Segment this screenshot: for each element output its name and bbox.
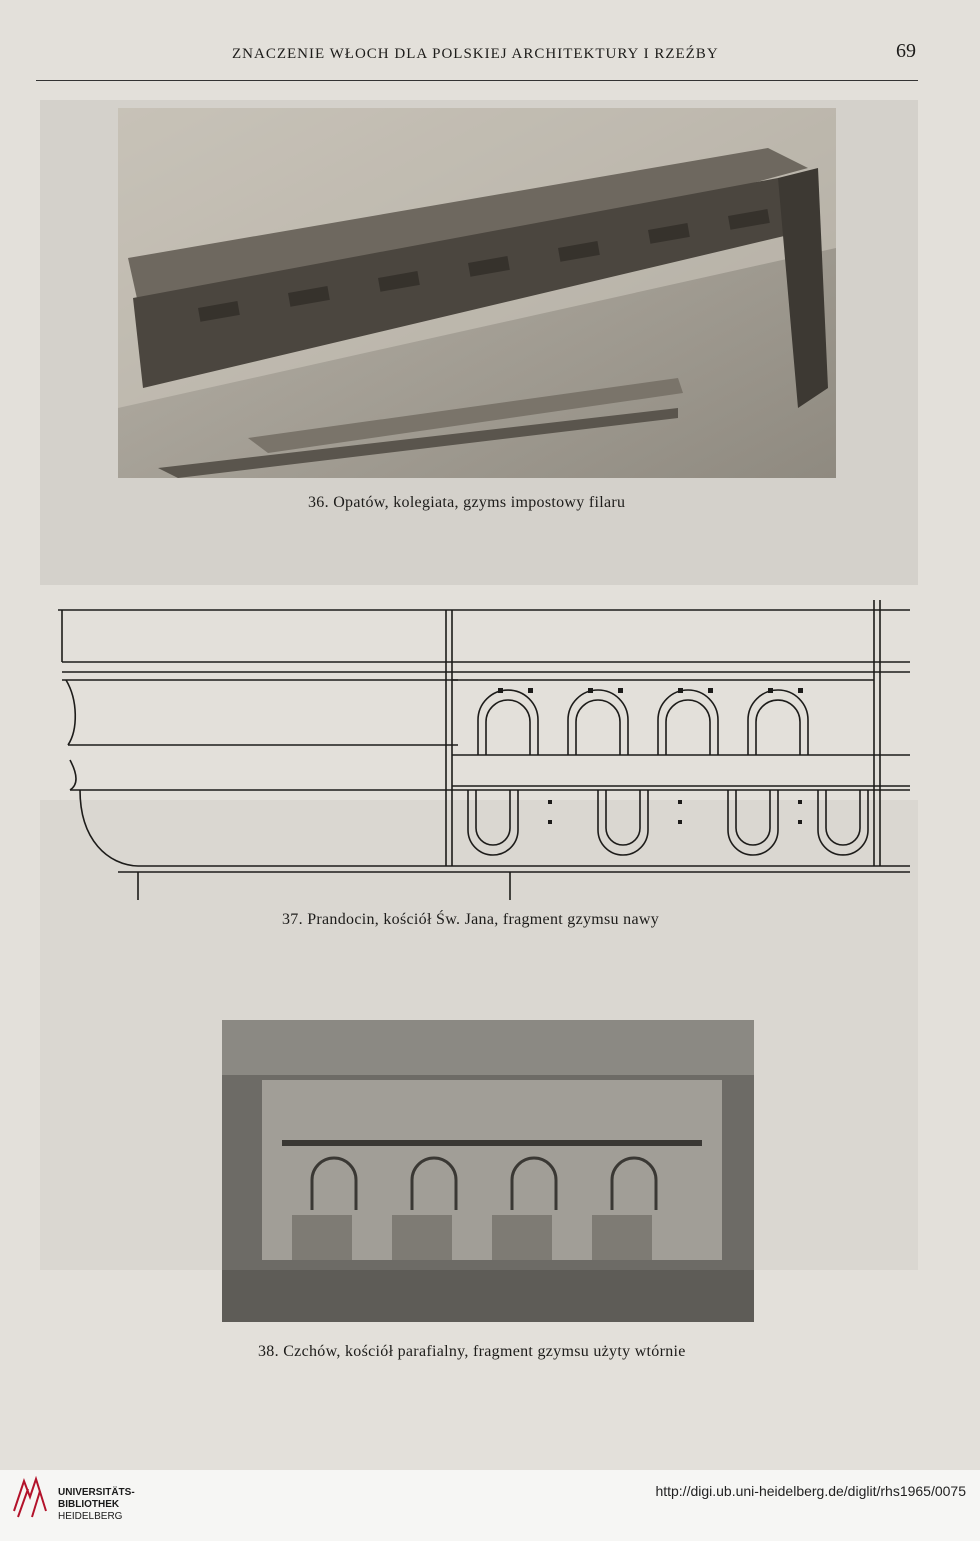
figure-36-caption: 36. Opatów, kolegiata, gzyms impostowy filaru (308, 494, 626, 511)
header-rule (36, 80, 918, 81)
figure-37-caption: 37. Prandocin, kościół Św. Jana, fragment gzymsu nawy (282, 911, 660, 928)
page-number: 69 (896, 40, 916, 62)
running-title: ZNACZENIE WŁOCH DLA POLSKIEJ ARCHITEKTURY I RZEŹBY (232, 46, 719, 62)
figure-38-photo (222, 1020, 754, 1322)
figure-38-caption: 38. Czchów, kościół parafialny, fragment gzymsu użyty wtórnie (258, 1343, 686, 1360)
figure-36-photo (118, 108, 836, 478)
heidelberg-logo-icon (10, 1471, 50, 1523)
figure-37-drawing (58, 600, 910, 900)
library-name: UNIVERSITÄTS- BIBLIOTHEK HEIDELBERG (58, 1487, 135, 1522)
library-footer (0, 1470, 980, 1541)
source-url[interactable]: http://digi.ub.uni-heidelberg.de/diglit/rhs1965/0075 (655, 1483, 966, 1499)
